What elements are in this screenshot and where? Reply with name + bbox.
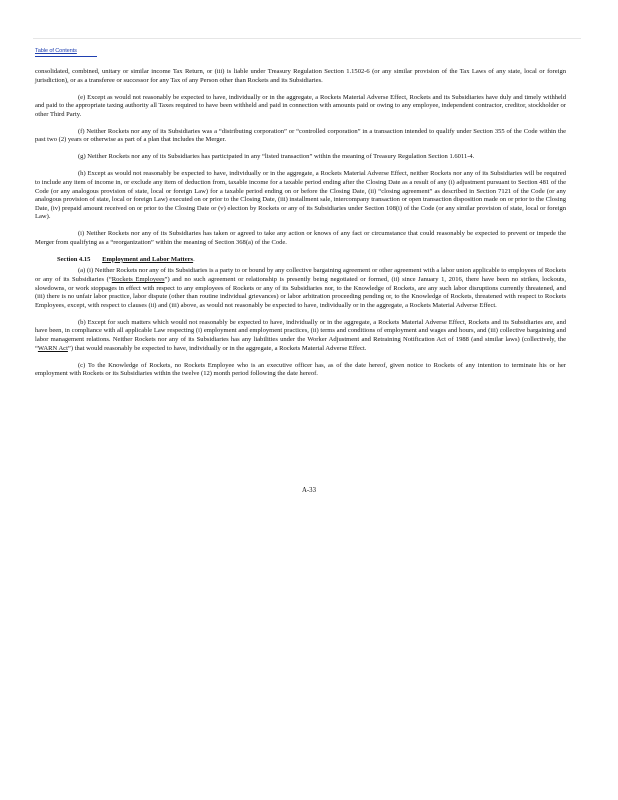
- paragraph-415-a-start: (a) (i) Neither Rockets nor any of its Subsidiaries is a party to or bound by any collective bargaining agreement or other agreement with a labor union applicable to employees of Rockets or any of its Subsidiaries (“: [35, 267, 566, 284]
- paragraph-continued: consolidated, combined, unitary or similar income Tax Return, or (iii) is liable under Treasury Regulation Section 1.1502-6 (or any similar provision of the Tax Laws of any state, local or foreign jurisdiction), or as a transferee or successor for any Tax of any Person other than Rockets and its Subsidiaries.: [35, 68, 566, 84]
- paragraph-415-a-rest: ”) and no such agreement or relationship is presently being negotiated or formed, (ii) since January 1, 2016, there have been no strikes, lockouts, slowdowns, or work stoppages in effect with respect to any employees of Rockets or any of its Subsidiaries nor, to the Knowledge of Rockets, are any such labor disruptions currently threatened, and (iii) there is no unfair labor practice, labor dispute (other than routine individual grievances) or labor arbitration proceeding pending or, to the Knowledge of Rockets, threatened with respect to Rockets Employees, except, with respect to clauses (ii) and (iii) above, as would not reasonably be expected to have, individually or in the aggregate, a Rockets Material Adverse Effect.: [35, 276, 566, 309]
- page-number: A-33: [302, 487, 316, 494]
- paragraph-415-b-rest: ”) that would reasonably be expected to have, individually or in the aggregate, a Rockets Material Adverse Effect.: [67, 344, 367, 352]
- paragraph-h: (h) Except as would not reasonably be expected to have, individually or in the aggregate, a Rockets Material Adverse Effect, neither Rockets nor any of its Subsidiaries will be required to include any item of income in, or exclude any item of deduction from, taxable income for a taxable period ending after the Closing Date as a result of any (i) adjustment pursuant to Section 481 of the Code (or any analogous provision of state, local or foreign Law) for a taxable period ending on or before the Closing Date, (ii) “closing agreement” as described in Section 7121 of the Code (or any analogous provision of state, local or foreign Law) executed on or prior to the Closing Date, (iii) installment sale, intercompany transaction or open transaction disposition made on or prior to the Closing Date, (iv) prepaid amount received on or prior to the Closing Date or (v) election by Rockets or any of its Subsidiaries under Section 108(i) of the Code (or any similar provision of state, local or foreign Law).: [35, 170, 566, 221]
- section-title-period: .: [193, 255, 195, 263]
- section-heading: [35, 256, 566, 265]
- document-body: [35, 68, 566, 387]
- paragraph-i: (i) Neither Rockets nor any of its Subsidiaries has taken or agreed to take any action or knows of any fact or circumstance that could reasonably be expected to prevent or impede the Merger from qualifying as a “reorganization” within the meaning of Section 368(a) of the Code.: [35, 230, 566, 246]
- paragraph-415-a: [35, 267, 566, 310]
- paragraph-415-c: (c) To the Knowledge of Rockets, no Rockets Employee who is an executive officer has, as of the date hereof, given notice to Rockets of any intention to terminate his or her employment with Rockets or its Subsidiaries within the twelve (12) month period following the date hereof.: [35, 361, 566, 378]
- paragraph-f: (f) Neither Rockets nor any of its Subsidiaries was a “distributing corporation” or “controlled corporation” in a transaction intended to qualify under Section 355 of the Code within the past two (2) years or otherwise as part of a plan that includes the Merger.: [35, 127, 566, 144]
- section-title: Employment and Labor Matters: [102, 255, 194, 263]
- paragraph-e: (e) Except as would not reasonably be expected to have, individually or in the aggregate, a Rockets Material Adverse Effect, Rockets and its Subsidiaries have duly and timely withheld and paid to the appropriate taxing authority all Taxes required to have been withheld and paid in connection with amounts paid or owing to any employee, independent contractor, creditor, stockholder or other Third Party.: [35, 93, 566, 118]
- paragraph-415-b-start: (b) Except for such matters which would not reasonably be expected to have, individually or in the aggregate, a Rockets Material Adverse Effect, Rockets and its Subsidiaries are, and have been, in compliance with all applicable Law respecting (i) employment and employment practices, (ii) terms and conditions of employment and wages and hours, and (iii) collective bargaining and labor management relations. Neither Rockets nor any of its Subsidiaries has any liabilities under the Worker Adjustment and Retraining Notification Act of 1988 (and similar laws) (collectively, the “: [35, 318, 566, 352]
- toc-link-underline: [35, 56, 97, 57]
- defined-term-rockets-employees: Rockets Employees: [111, 276, 165, 284]
- table-of-contents-link[interactable]: Table of Contents: [35, 48, 77, 54]
- section-number: Section 4.15: [57, 255, 91, 263]
- defined-term-warn-act: WARN Act: [37, 344, 68, 352]
- header-divider: [33, 38, 581, 39]
- paragraph-g: (g) Neither Rockets nor any of its Subsidiaries has participated in any “listed transaction” within the meaning of Treasury Regulation Section 1.6011-4.: [78, 153, 475, 161]
- paragraph-415-b: [35, 319, 566, 353]
